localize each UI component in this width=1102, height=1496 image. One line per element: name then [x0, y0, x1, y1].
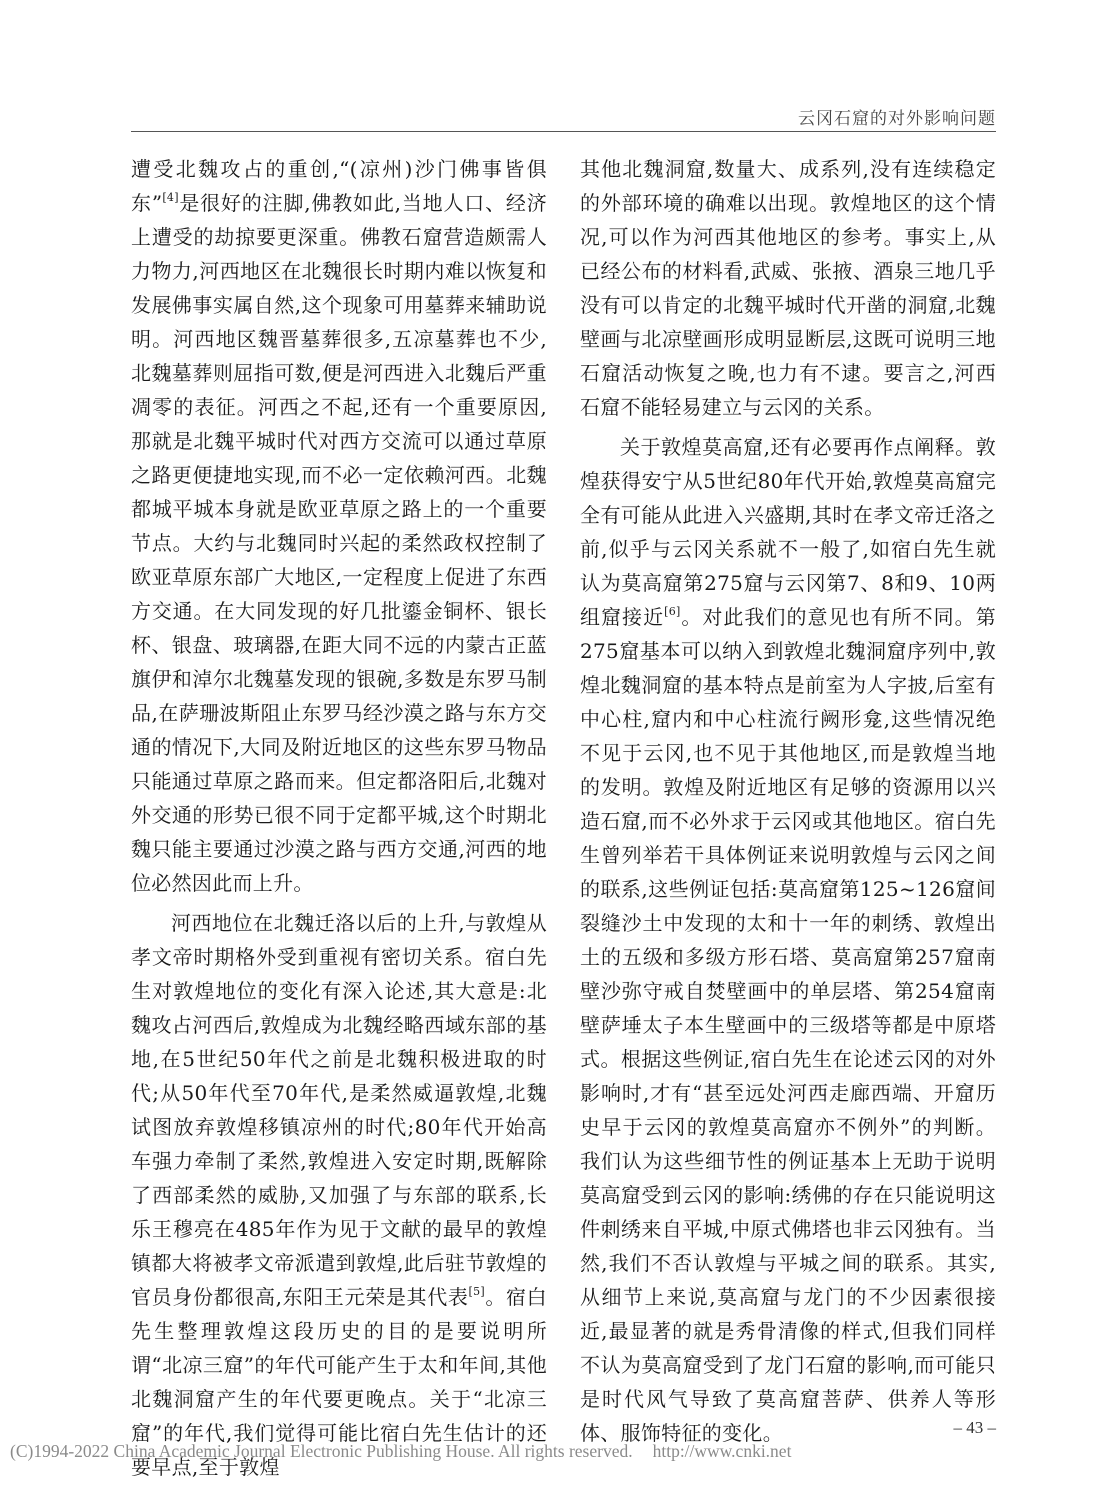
copyright-text: (C)1994-2022 China Academic Journal Electronic Publishing House. All rights reserved. [10, 1441, 633, 1461]
header-rule [131, 131, 996, 132]
left-column [131, 152, 547, 1484]
paragraph [580, 152, 996, 424]
running-title: 云冈石窟的对外影响问题 [798, 109, 996, 129]
paragraph-text: 关于敦煌莫高窟,还有必要再作点阐释。敦煌获得安宁从5世纪80年代开始,敦煌莫高窟完全有可能从此进入兴盛期,其时在孝文帝迁洛之前,似乎与云冈关系就不一般了,如宿白先生就认为莫高窟第275窟与云冈第7、8和9、10两组窟接近 [580, 435, 996, 629]
paragraph [580, 430, 996, 1450]
paragraph-text: 。对此我们的意见也有所不同。第275窟基本可以纳入到敦煌北魏洞窟序列中,敦煌北魏洞窟的基本特点是前室为人字披,后室有中心柱,窟内和中心柱流行阙形龛,这些情况绝不见于云冈,也不见于其他地区,而是敦煌当地的发明。敦煌及附近地区有足够的资源用以兴造石窟,而不必外求于云冈或其他地区。宿白先生曾列举若干具体例证来说明敦煌与云冈之间的联系,这些例证包括:莫高窟第125~126窟间裂缝沙土中发现的太和十一年的刺绣、敦煌出土的五级和多级方形石塔、莫高窟第257窟南壁沙弥守戒自焚壁画中的单层塔、第254窟南壁萨埵太子本生壁画中的三级塔等都是中原塔式。根据这些例证,宿白先生在论述云冈的对外影响时,才有“甚至远处河西走廊西端、开窟历史早于云冈的敦煌莫高窟亦不例外”的判断。我们认为这些细节性的例证基本上无助于说明莫高窟受到云冈的影响:绣佛的存在只能说明这件刺绣来自平城,中原式佛塔也非云冈独有。当然,我们不否认敦煌与平城之间的联系。其实,从细节上来说,莫高窟与龙门的不少因素很接近,最显著的就是秀骨清像的样式,但我们同样不认为莫高窟受到了龙门石窟的影响,而可能只是时代风气导致了莫高窟菩萨、供养人等形体、服饰特征的变化。 [580, 605, 996, 1445]
paragraph [131, 152, 547, 900]
citation-mark: [4] [162, 191, 179, 204]
paragraph-text: 。宿白先生整理敦煌这段历史的目的是要说明所谓“北凉三窟”的年代可能产生于太和年间,其他北魏洞窟产生的年代要更晚点。关于“北凉三窟”的年代,我们觉得可能比宿白先生估计的还要早点,至于敦煌 [131, 1285, 547, 1479]
paragraph-text: 是很好的注脚,佛教如此,当地人口、经济上遭受的劫掠要更深重。佛教石窟营造颇需人力物力,河西地区在北魏很长时期内难以恢复和发展佛事实属自然,这个现象可用墓葬来辅助说明。河西地区魏晋墓葬很多,五凉墓葬也不少,北魏墓葬则屈指可数,便是河西进入北魏后严重凋零的表征。河西之不起,还有一个重要原因,那就是北魏平城时代对西方交流可以通过草原之路更便捷地实现,而不必一定依赖河西。北魏都城平城本身就是欧亚草原之路上的一个重要节点。大约与北魏同时兴起的柔然政权控制了欧亚草原东部广大地区,一定程度上促进了东西方交通。在大同发现的好几批鎏金铜杯、银长杯、银盘、玻璃器,在距大同不远的内蒙古正蓝旗伊和淖尔北魏墓发现的银碗,多数是东罗马制品,在萨珊波斯阻止东罗马经沙漠之路与东方交通的情况下,大同及附近地区的这些东罗马物品只能通过草原之路而来。但定都洛阳后,北魏对外交通的形势已很不同于定都平城,这个时期北魏只能主要通过沙漠之路与西方交通,河西的地位必然因此而上升。 [131, 191, 547, 895]
cnki-url[interactable]: http://www.cnki.net [652, 1441, 792, 1461]
paragraph-text: 遭受北魏攻占的重创,“(凉州)沙门佛事皆俱东” [131, 157, 547, 215]
copyright-line [10, 1441, 791, 1462]
page-number: – 43 – [953, 1418, 996, 1437]
citation-mark: [5] [468, 1285, 486, 1298]
right-column [580, 152, 996, 1450]
paragraph-text: 其他北魏洞窟,数量大、成系列,没有连续稳定的外部环境的确难以出现。敦煌地区的这个情况,可以作为河西其他地区的参考。事实上,从已经公布的材料看,武威、张掖、酒泉三地几乎没有可以肯定的北魏平城时代开凿的洞窟,北魏壁画与北凉壁画形成明显断层,这既可说明三地石窟活动恢复之晚,也力有不逮。要言之,河西石窟不能轻易建立与云冈的关系。 [580, 157, 996, 419]
paragraph [131, 906, 547, 1484]
paragraph-text: 河西地位在北魏迁洛以后的上升,与敦煌从孝文帝时期格外受到重视有密切关系。宿白先生对敦煌地位的变化有深入论述,其大意是:北魏攻占河西后,敦煌成为北魏经略西域东部的基地,在5世纪50年代之前是北魏积极进取的时代;从50年代至70年代,是柔然威逼敦煌,北魏试图放弃敦煌移镇凉州的时代;80年代开始高车强力牵制了柔然,敦煌进入安定时期,既解除了西部柔然的威胁,又加强了与东部的联系,长乐王穆亮在485年作为见于文献的最早的敦煌镇都大将被孝文帝派遣到敦煌,此后驻节敦煌的官员身份都很高,东阳王元荣是其代表 [131, 911, 547, 1309]
citation-mark: [6] [664, 605, 681, 618]
